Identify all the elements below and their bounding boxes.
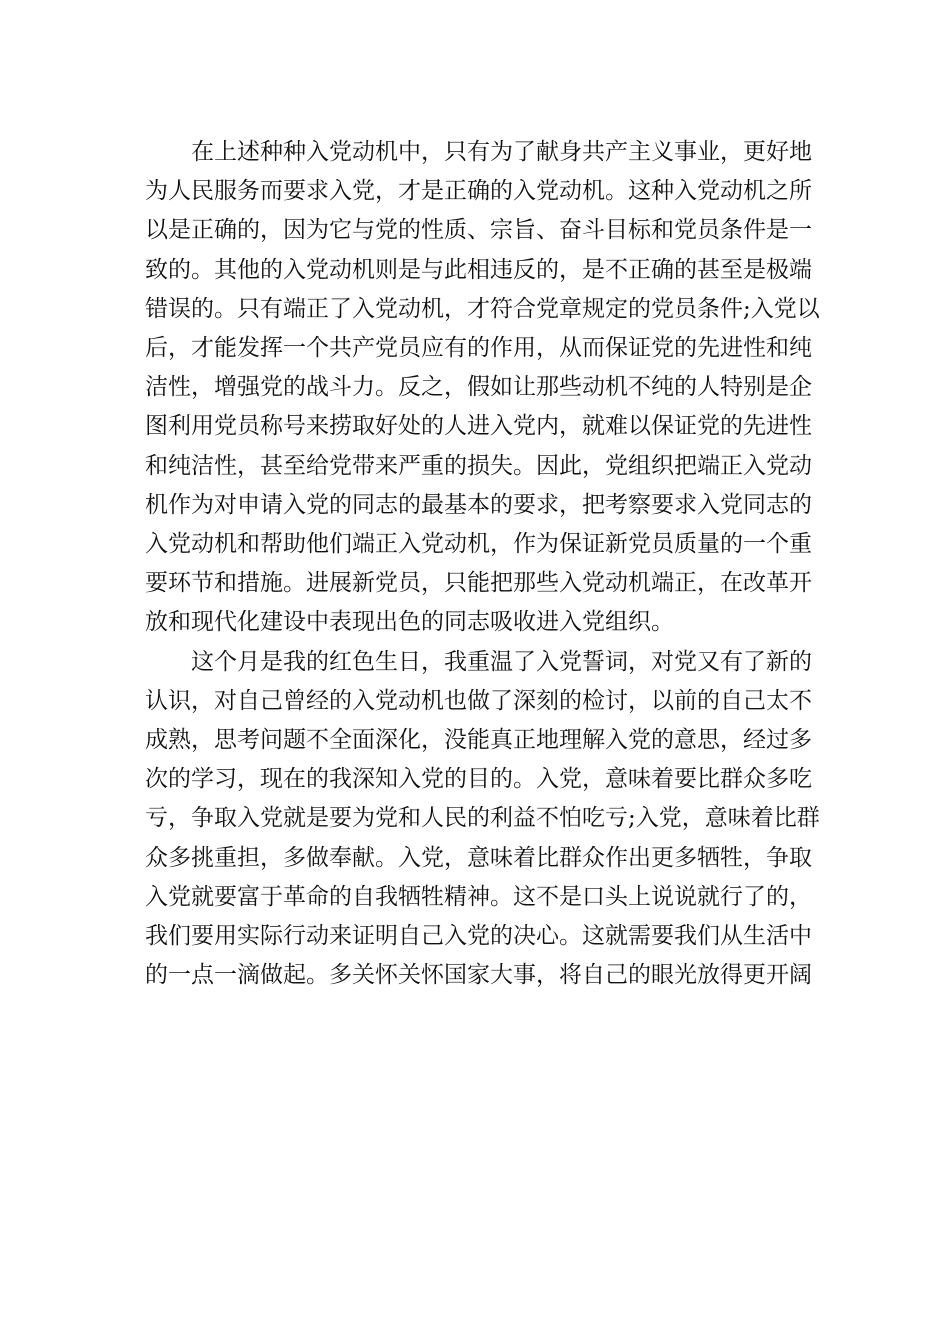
text-line: 在上述种种入党动机中，只有为了献身共产主义事业，更好地	[191, 139, 812, 165]
text-line: 图利用党员称号来捞取好处的人进入党内，就难以保证党的先进性	[145, 413, 812, 440]
text-line: 成熟，思考问题不全面深化，没能真正地理解入党的意思，经过多	[145, 727, 812, 754]
text-line: 认识，对自己曾经的入党动机也做了深刻的检讨，以前的自己太不	[145, 687, 812, 714]
text-line: 后，才能发挥一个共产党员应有的作用，从而保证党的先进性和纯	[145, 335, 812, 362]
paragraph-2	[145, 643, 820, 996]
text-line: 要环节和措施。进展新党员，只能把那些入党动机端正，在改革开	[145, 570, 812, 597]
text-line: 以是正确的，因为它与党的性质、宗旨、奋斗目标和党员条件是一	[145, 217, 812, 244]
text-line: 致的。其他的入党动机则是与此相违反的，是不正确的甚至是极端	[145, 256, 812, 283]
text-line: 洁性，增强党的战斗力。反之，假如让那些动机不纯的人特别是企	[145, 374, 812, 401]
text-line: 我们要用实际行动来证明自己入党的决心。这就需要我们从生活中	[145, 923, 812, 950]
text-line: 亏，争取入党就是要为党和人民的利益不怕吃亏;入党，意味着比群	[145, 805, 820, 832]
text-line: 入党就要富于革命的自我牺牲精神。这不是口头上说说就行了的，	[145, 883, 812, 910]
text-line: 众多挑重担，多做奉献。入党，意味着比群众作出更多牺牲，争取	[145, 844, 812, 871]
text-line: 放和现代化建设中表现出色的同志吸收进入党组织。	[145, 609, 674, 636]
text-line: 机作为对申请入党的同志的最基本的要求，把考察要求入党同志的	[145, 491, 812, 518]
body-text	[145, 133, 820, 995]
text-line: 入党动机和帮助他们端正入党动机，作为保证新党员质量的一个重	[145, 531, 812, 558]
text-line: 这个月是我的红色生日，我重温了入党誓词，对党又有了新的	[191, 648, 812, 675]
text-line: 和纯洁性，甚至给党带来严重的损失。因此，党组织把端正入党动	[145, 452, 812, 479]
text-line: 的一点一滴做起。多关怀关怀国家大事，将自己的眼光放得更开阔	[145, 962, 812, 989]
paragraph-1	[145, 133, 820, 643]
text-line: 错误的。只有端正了入党动机，才符合党章规定的党员条件;入党以	[145, 295, 820, 322]
text-line: 为人民服务而要求入党，才是正确的入党动机。这种入党动机之所	[145, 178, 812, 205]
text-line: 次的学习，现在的我深知入党的目的。入党，意味着要比群众多吃	[145, 766, 812, 793]
